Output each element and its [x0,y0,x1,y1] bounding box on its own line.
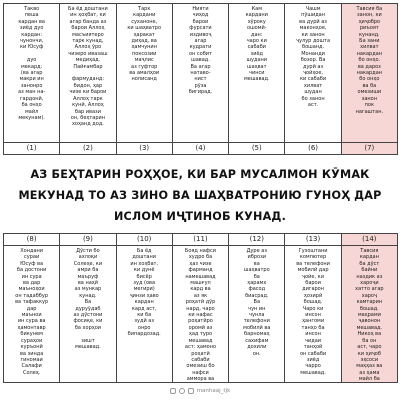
step-card [59,3,116,155]
youtube-icon [188,388,194,394]
step-text: Ба ёд доштани ин ҳоҳбат, ки агар банда аз барои Аллоҳ масъиятеро тарк кунад, Аллоҳ ӯро чизеро ивазаш медиҳад. Пайғамбар фармуданд: бидон, ҳар чизе ки барои Аллоҳ тарк кунӣ, Аллоҳ бар ивази он, беҳтарин хоҳанд дод. [68,6,108,128]
step-number: (1) [4,142,59,154]
step-text: Тарк кардани суханоне, ки шаҳватро ҳаракат диҳад, ва ҳамчунин поксозии маҷлис аз гуфтор ва амалҳои нописанд [127,6,162,83]
step-number: (2) [60,142,115,154]
step-number: (12) [229,234,284,246]
bottom-row-grid [3,233,397,383]
step-number: (13) [285,234,340,246]
step-number: (6) [285,142,340,154]
step-card [284,3,341,155]
top-row-grid [3,3,397,155]
step-number: (5) [229,142,284,154]
step-number: (8) [4,234,59,246]
step-text: Нияти чиҳод барои фурсати издивоҷ агар кудрати он собит шавад. Ва агар натаво- нист рӯза бигирад. [188,6,213,96]
step-card [116,3,173,155]
step-number: (9) [60,234,115,246]
step-card [3,3,60,155]
step-card [59,233,116,383]
step-text: Гузоштани компютер ва телефони мобилӣ дар ҷойе, ки барои дигарон ҳозирӣ бошад. Чаро ки инсон ҳангоми танҳо ба инсон чидаи танҳоӣ он сабаби зиёд чарро мешавад. [296,248,330,376]
footer-social [0,386,400,396]
step-text: Хондани сураи Юсуф ва ба достони ин сура ва дар маъноҳои он тадаббур ва тафаккур дар маънои ин сура ва ҳамонтавр бикунем сураҳои куръонӣ ва зинда гиномаи Салафи Солеҳ. [15,248,49,376]
step-card [172,233,229,383]
step-number: (3) [117,142,172,154]
step-number: (7) [342,142,397,154]
step-number: (4) [173,142,228,154]
headline-banner: АЗ БЕҲТАРИН РОҲҲОЕ, КИ БАР МУСАЛМОН КӮМАК МЕКУНАД ТО АЗ ЗИНО ВА ШАҲВАТРОНИЮ ГУНОҲ ДАР ИСЛОМ ИҶТИНОБ КУНАД. [18,167,382,223]
step-card [3,233,60,383]
step-text: Тавсия кардан ба дӯст байни наздик аз хароҷи хатто агар хароҷ камтарин бошад. маҳрами ҷавонон мешавад. Никоҳ ва ба он аст, чаро ки ҳиҷоб эҳсоси маҳҳаз ва аз ҳама майл ба [355,248,384,382]
step-text: Ба ёд доштани ин хоҳбат, ки дунё бисёр зуд (ова мегири) ҷинзи ҳаво кардан кард аст, ки ба зудӣ аз онро бипардозад. [127,248,161,338]
step-card [341,233,398,383]
telegram-icon [179,388,185,394]
step-text: Бояд нафси худро ба ҳаз чизе фарманд намешавад машғул кард ва аз як роҳатӣ дӯр нард, чаро ки нафас роҳатӣро оромӣ аз ҳад туро мешавад аст: ҳамоно роҳатӣ сабаби омезиш бо нафси аммора ва [184,248,217,382]
step-card [172,3,229,155]
instagram-icon [170,388,176,394]
footer-handle: manhaaj_tjk [196,388,231,394]
step-text: Чашм пӯшидан ва дурӣ аз маконҳое, ки занон ҷулур дошта бошанд. Монанди бозор. Ва дурӣ аз ҷойҳое, ки сабаби хилват шудан бо занон аст. [296,6,331,109]
step-card [228,3,285,155]
step-number: (11) [173,234,228,246]
step-text: Такво пеша кардан ва зиёд дуо кардан: чунончи, ки Юсуф дуо мекард: (ва агар макри ин занонро аз ман на- гардонӣ, ба онҳо майл мекунам). [18,6,46,121]
step-text: Дуре аз ибрози ва шаҳватро ба ҳарамх фасод биасрад. Ва чун ин чунла телефони мобилӣ ва барномаҳ сахифам дохили он. [243,248,271,357]
step-card [341,3,398,155]
step-text: Тавсия ба занон, ки ҳиҷобро риъоят кунанд. Ба зани хилват накардан бо онҳо. ва дароз накардан бо онҳо ва ба омезиши занон пок нагаштан. [355,6,384,115]
step-number: (10) [117,234,172,246]
step-card [284,233,341,383]
step-text: Дӯсти бо ахлоқи Солеҳе, ки амри ба маъруф ва наҳӣ аз мункар кунад. Ва дуруӯдаб аз дӯстони фосиқе, ки ба хорҳои зишт мешавад. [73,248,103,351]
step-card [116,233,173,383]
step-number: (14) [342,234,397,246]
step-text: Кам кардани хӯроку ошомӣ- дан: чаро ки сабаби зиёд шудани шаҳват чинси мешавад. [244,6,270,83]
step-card [228,233,285,383]
